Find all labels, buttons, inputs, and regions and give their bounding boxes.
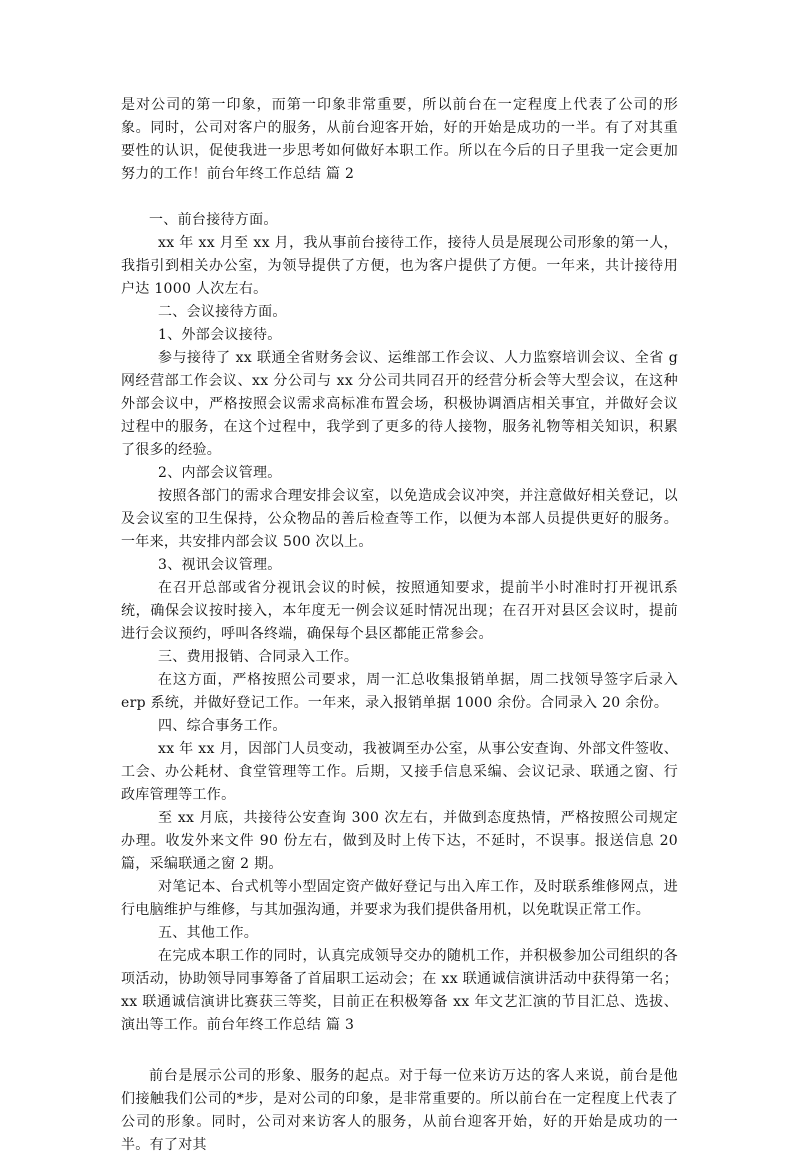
section-gap [121,186,678,209]
subheading-internal-meetings: 2、内部会议管理。 [158,465,282,481]
heading-other-work: 五、其他工作。 [158,925,259,941]
heading-general-affairs: 四、综合事务工作。 [158,718,287,734]
paragraph-reception: xx 年 xx 月至 xx 月，我从事前台接待工作，接待人员是展现公司形象的第一人，我指引到相关办公室，为领导提供了方便，也为客户提供了方便。一年来，共计接待用户达 1000 人次左右。 [121,235,678,297]
heading-meeting-reception: 二、会议接待方面。 [158,304,287,320]
paragraph-expenses-contracts: 在这方面，严格按照公司要求，周一汇总收集报销单据，周二找领导签字后录入 erp 系统，并做好登记工作。一年来，录入报销单据 1000 余份。合同录入 20 余份。 [121,672,678,711]
paragraph-internal-meetings: 按照各部门的需求合理安排会议室，以免造成会议冲突，并注意做好相关登记，以及会议室的卫生保持，公众物品的善后检查等工作，以便为本部人员提供更好的服务。一年来，共安排内部会议 500 次以上。 [121,488,678,550]
heading-reception: 一、前台接待方面。 [149,212,278,228]
paragraph-external-meetings: 参与接待了 xx 联通全省财务会议、运维部工作会议、人力监察培训会议、全省 g 网经营部工作会议、xx 分公司与 xx 分公司共同召开的经营分析会等大型会议，在这种外部会议中，严格按照会议需求高标准布置会场，积极协调酒店相关事宜，并做好会议过程中的服务，在这个过程中，我学到了更多的待人接物，服务礼物等相关知识，积累了很多的经验。 [121,350,678,458]
paragraph-general-affairs-1: xx 年 xx 月，因部门人员变动，我被调至办公室，从事公安查询、外部文件签收、工会、办公耗材、食堂管理等工作。后期，又接手信息采编、会议记录、联通之窗、行政库管理等工作。 [121,741,678,803]
paragraph-other-work: 在完成本职工作的同时，认真完成领导交办的随机工作，并积极参加公司组织的各项活动，协助领导同事筹备了首届职工运动会；在 xx 联通诚信演讲活动中获得第一名；xx 联通诚信演讲比赛获三等奖，目前正在积极筹备 xx 年文艺汇演的节目汇总、选拔、演出等工作。前台年终工作总结 篇 3 [121,948,678,1033]
section-gap [121,1037,678,1065]
heading-expenses-contracts: 三、费用报销、合同录入工作。 [158,649,359,665]
paragraph-part-3-intro: 前台是展示公司的形象、服务的起点。对于每一位来访万达的客人来说，前台是他们接触我们公司的*步，是对公司的印象，是非常重要的。所以前台在一定程度上代表了公司的形象。同时，公司对来访客人的服务，从前台迎客开始，好的开始是成功的一半。有了对其 [121,1068,678,1153]
paragraph-video-meetings: 在召开总部或省分视讯会议的时候，按照通知要求，提前半小时准时打开视讯系统，确保会议按时接入，本年度无一例会议延时情况出现；在召开对县区会议时，提前进行会议预约，呼叫各终端，确保每个县区都能正常参会。 [121,580,678,642]
paragraph-intro: 是对公司的第一印象，而第一印象非常重要，所以前台在一定程度上代表了公司的形象。同时，公司对客户的服务，从前台迎客开始，好的开始是成功的一半。有了对其重要性的认识，促使我进一步思考如何做好本职工作。所以在今后的日子里我一定会更加努力的工作！前台年终工作总结 篇 2 [121,97,678,182]
subheading-external-meetings: 1、外部会议接待。 [158,327,282,343]
subheading-video-meetings: 3、视讯会议管理。 [158,557,282,573]
paragraph-general-affairs-2: 至 xx 月底，共接待公安查询 300 次左右，并做到态度热情，严格按照公司规定办理。收发外来文件 90 份左右，做到及时上传下达，不延时，不误事。报送信息 20 篇，采编联通之窗 2 期。 [121,810,678,872]
paragraph-general-affairs-3: 对笔记本、台式机等小型固定资产做好登记与出入库工作，及时联系维修网点，进行电脑维护与维修，与其加强沟通，并要求为我们提供备用机，以免耽误正常工作。 [121,879,678,918]
